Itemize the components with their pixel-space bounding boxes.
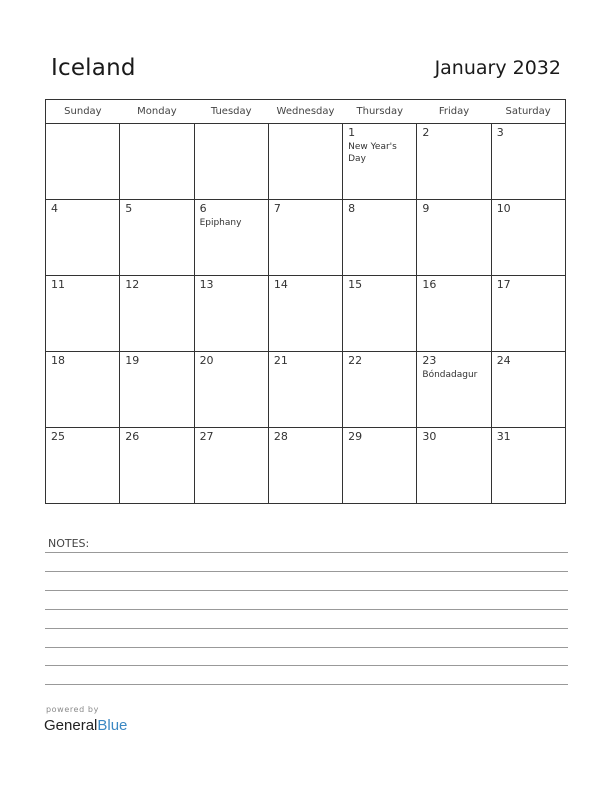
day-number: 6 [199,202,207,215]
day-cell [417,276,491,352]
day-number: 2 [422,126,430,139]
note-line [45,684,568,685]
week-row [46,200,566,276]
day-cell [194,276,268,352]
day-cell [491,352,565,428]
weekday-header: Saturday [491,100,565,124]
holiday-label: Epiphany [199,218,242,228]
week-row [46,428,566,504]
notes-label: NOTES: [48,537,90,550]
brand-part-blue: Blue [97,717,128,734]
day-number: 24 [496,354,511,367]
day-cell [491,276,565,352]
day-number: 16 [422,278,437,291]
note-line [45,647,568,648]
day-cell [120,124,194,200]
day-cell [46,276,120,352]
day-number: 4 [51,202,58,215]
weekday-header: Monday [120,100,194,124]
day-number: 14 [273,278,288,291]
day-number: 23 [422,354,437,367]
day-number: 27 [199,430,214,443]
note-line [45,590,568,591]
brand-part-general: General [44,717,98,734]
day-number: 7 [273,202,281,215]
weekday-header: Thursday [343,100,417,124]
day-number: 22 [348,354,363,367]
holiday-label: New Year's Day [348,142,397,164]
day-cell [268,124,342,200]
day-cell [268,276,342,352]
day-cell [120,428,194,504]
day-cell [46,200,120,276]
day-number: 21 [273,354,288,367]
calendar-month-year: January 2032 [434,57,561,79]
day-number: 9 [422,202,430,215]
powered-by-text: powered by [46,705,99,714]
day-number: 15 [348,278,363,291]
weekday-header: Sunday [46,100,120,124]
week-row [46,124,566,200]
day-cell [343,352,417,428]
day-cell [417,200,491,276]
day-cell [268,352,342,428]
day-cell [417,428,491,504]
day-cell [46,428,120,504]
note-line [45,571,568,572]
day-number: 18 [51,354,65,367]
day-number: 20 [199,354,214,367]
day-cell [46,124,120,200]
day-cell [343,428,417,504]
day-cell [46,352,120,428]
day-number: 28 [273,430,288,443]
note-line [45,628,568,629]
note-line [45,609,568,610]
calendar-grid [45,99,566,504]
holiday-label: Bóndadagur [422,370,478,380]
day-cell [343,124,417,200]
day-cell [194,124,268,200]
day-number: 29 [348,430,363,443]
day-number: 25 [51,430,65,443]
day-number: 19 [125,354,140,367]
note-line [45,552,568,553]
day-cell [268,200,342,276]
day-number: 31 [496,430,511,443]
day-cell [120,276,194,352]
day-number: 1 [348,126,356,139]
weekday-header-row [46,100,566,124]
day-cell [417,352,491,428]
day-cell [491,124,565,200]
day-cell [194,428,268,504]
day-cell [268,428,342,504]
note-line [45,665,568,666]
weekday-header: Tuesday [194,100,268,124]
day-cell [343,276,417,352]
day-number: 26 [125,430,140,443]
day-number: 5 [125,202,133,215]
day-cell [194,200,268,276]
day-number: 3 [496,126,504,139]
calendar-country-title: Iceland [51,55,136,81]
day-cell [417,124,491,200]
weekday-header: Friday [417,100,491,124]
day-cell [491,428,565,504]
week-row [46,352,566,428]
day-number: 30 [422,430,437,443]
day-number: 17 [496,278,511,291]
day-number: 8 [348,202,356,215]
weekday-header: Wednesday [268,100,342,124]
day-cell [120,352,194,428]
day-cell [194,352,268,428]
day-cell [491,200,565,276]
day-number: 10 [496,202,511,215]
generalblue-logo[interactable] [44,717,127,734]
day-number: 13 [199,278,214,291]
day-cell [343,200,417,276]
day-number: 11 [51,278,65,291]
day-number: 12 [125,278,140,291]
day-cell [120,200,194,276]
week-row [46,276,566,352]
